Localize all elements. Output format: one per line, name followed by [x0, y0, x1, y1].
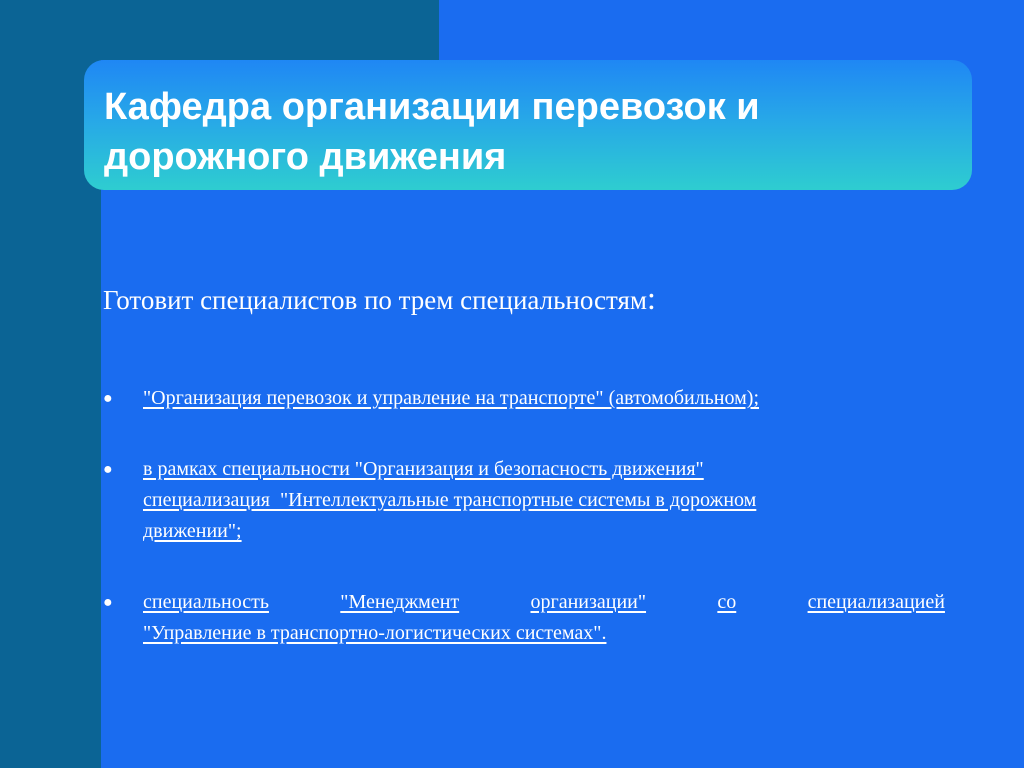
- bullet-icon: ●: [103, 390, 113, 407]
- link-word: со: [717, 591, 737, 613]
- title-line-2: дорожного движения: [104, 136, 507, 178]
- link-line-justified: [143, 587, 945, 618]
- intro-label: Готовит специалистов по трем специальностям: [103, 285, 647, 315]
- top-accent-band: [0, 0, 439, 60]
- link-line: в рамках специальности "Организация и безопасность движения": [143, 458, 704, 480]
- list-item: [103, 587, 945, 649]
- bullet-icon: ●: [103, 461, 113, 478]
- specialty-link-intelligent-transport-systems[interactable]: [143, 454, 945, 547]
- link-line: специализация "Интеллектуальные транспортные системы в дорожном: [143, 489, 757, 511]
- specialty-link-management[interactable]: [143, 587, 945, 649]
- intro-colon: :: [646, 280, 656, 316]
- link-line: "Управление в транспортно-логистических системах".: [143, 622, 607, 644]
- link-line: "Организация перевозок и управление на транспорте" (автомобильном);: [143, 387, 759, 409]
- specialties-list: [103, 383, 945, 649]
- specialty-link-transport-organization[interactable]: [143, 383, 945, 414]
- link-word: специализацией: [807, 591, 945, 613]
- bullet-icon: ●: [103, 594, 113, 611]
- list-item: [103, 454, 945, 547]
- link-word: специальность: [143, 591, 269, 613]
- intro-text: [103, 278, 656, 320]
- list-item: [103, 383, 945, 414]
- link-word: организации": [530, 591, 647, 613]
- title-line-1: Кафедра организации перевозок и: [104, 86, 760, 128]
- title-banner: [84, 60, 972, 190]
- link-word: "Менеджмент: [340, 591, 460, 613]
- link-line: движении";: [143, 520, 242, 542]
